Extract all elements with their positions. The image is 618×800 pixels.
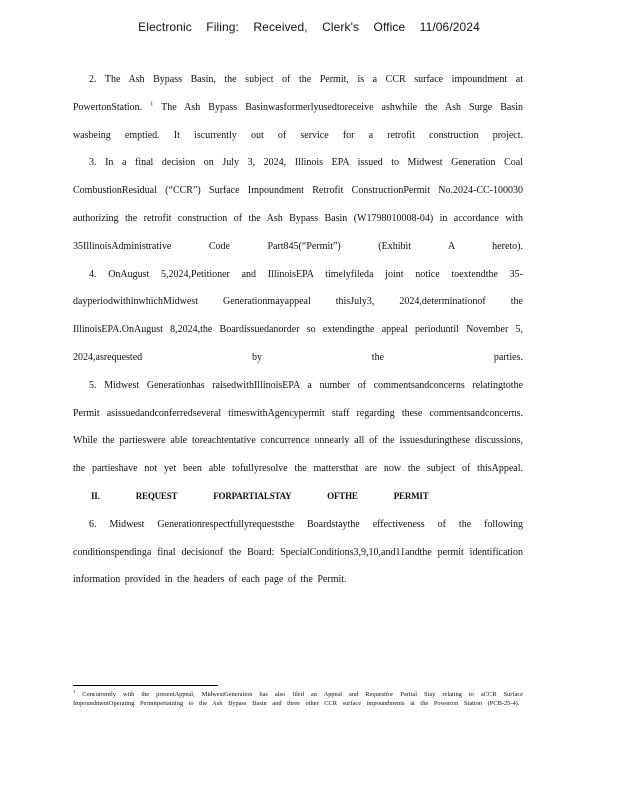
document-body <box>73 66 523 594</box>
paragraph-text: Midwest Generationrespectfullyrequeststhe Boardstaythe effectiveness of the following conditionspendinga final decisionof the Board: SpecialConditions3,9,10,and11andthe permit identification information provided in the headers of each page of the Permit. <box>73 518 523 586</box>
footnote-reference[interactable]: 1 <box>150 101 154 108</box>
footnote <box>73 690 523 708</box>
paragraph-4 <box>73 261 523 372</box>
paragraph-number: 2. <box>89 74 97 85</box>
paragraph-5 <box>73 372 523 483</box>
paragraph-number: 4. <box>89 268 97 280</box>
paragraph-text: The Ash Bypass Basin, the subject of the Permit, is a CCR surface impoundment at PowertonStation. <box>73 74 523 113</box>
paragraph-text-continued: The Ash Bypass Basinwasformerlyusedtoreceive ashwhile the Ash Surge Basin wasbeing emptied. It iscurrently out of service for a retrofit construction project. <box>73 101 523 141</box>
footnote-marker: 1 <box>73 688 76 694</box>
paragraph-text: OnAugust 5,2024,Petitioner and IllinoisEPA timelyfileda joint notice toextendthe 35-dayperiodwithinwhichMidwest Generationmayappeal thisJuly3, 2024,determinationof the IllinoisEPA.OnAugust 8,2024,the Boardissuedanorder so extendingthe appeal perioduntil November 5, 2024,asrequested by the parties. <box>73 268 523 363</box>
paragraph-number: 3. <box>89 157 97 169</box>
paragraph-text: Midwest Generationhas raisedwithIllinoisEPA a number of commentsandconcerns relatingtothe Permit asissuedandconferredseveral timeswithAgencypermit staff regarding these commentsandconcerns. While the partieswere able toreachtentative concurrence onnearly all of the issuesduringthese discussions, the partieshave not yet been able tofullyresolve the mattersthat are now the subject of thisAppeal. <box>73 379 524 475</box>
paragraph-number: 6. <box>89 518 97 530</box>
footnote-text: Concurrently with the presentAppeal, MidwestGeneration has also filed an Appeal and Requestfor Partial Stay relating to aCCR Surface ImpoundmentOperating Permitpertaining to the Ash Bypass Basin and three other CCR surface impoundments at the Powerton Station (PCB-25-4). <box>73 691 523 707</box>
paragraph-6 <box>73 511 523 594</box>
paragraph-text: In a final decision on July 3, 2024, Illinois EPA issued to Midwest Generation Coal CombustionResidual (“CCR”) Surface Impoundment Retrofit ConstructionPermit No.2024-CC-100030 authorizing the retrofit construction of the Ash Bypass Basin (W1798010008-04) in accordance with 35IllinoisAdministrative Code Part845(“Permit”) (Exhibit A hereto). <box>73 157 524 252</box>
paragraph-3 <box>73 149 523 260</box>
section-number: II. <box>91 490 100 501</box>
section-title: REQUEST FORPARTIALSTAY OFTHE PERMIT <box>135 490 429 501</box>
paragraph-number: 5. <box>89 379 97 391</box>
section-heading <box>73 483 523 511</box>
paragraph-2 <box>73 66 523 149</box>
filing-stamp-header: Electronic Filing: Received, Clerk's Office 11/06/2024 <box>138 20 480 34</box>
footnote-divider <box>73 685 218 686</box>
